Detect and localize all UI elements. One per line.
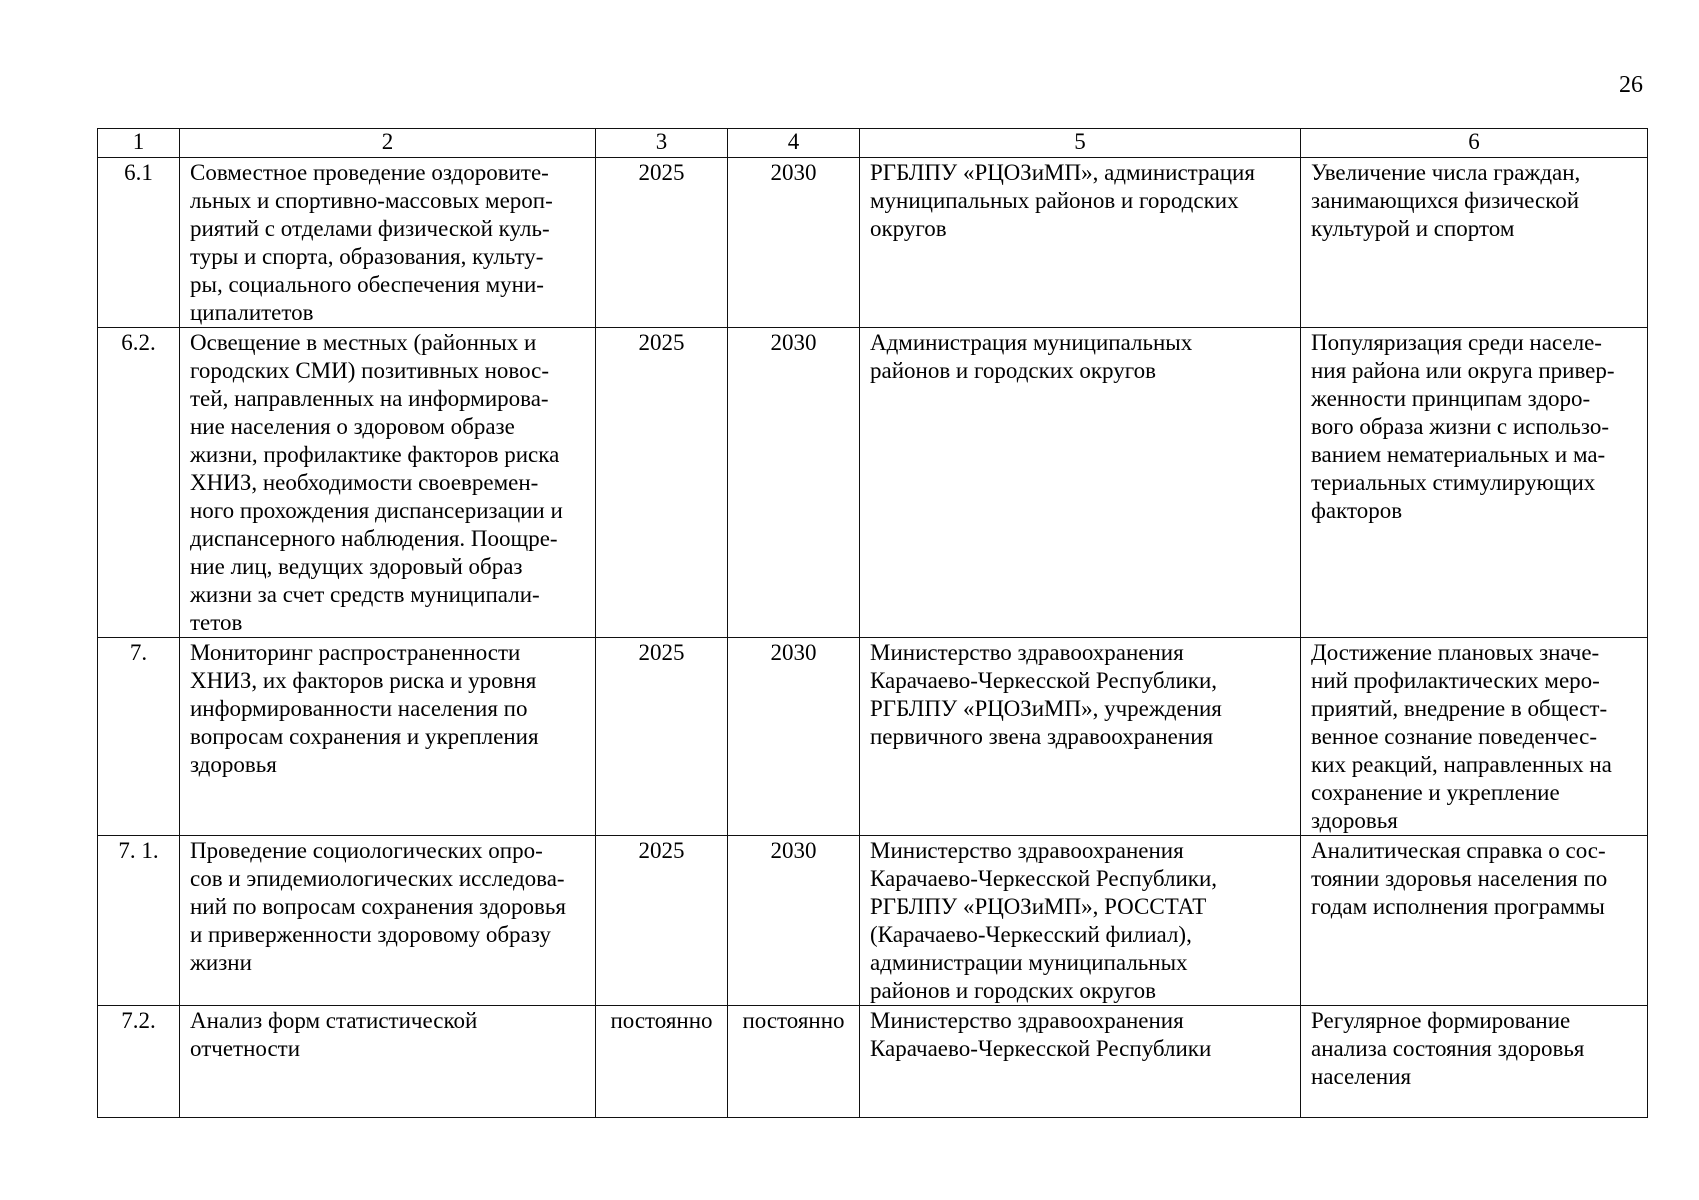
start-year-cell: 2025 xyxy=(596,328,728,638)
end-year-cell: 2030 xyxy=(728,158,860,328)
executor-cell: Министерство здравоохранения Карачаево-Черкесской Республики xyxy=(860,1006,1301,1118)
result-cell: Регулярное формирование анализа состояния здоровья населения xyxy=(1301,1006,1648,1118)
col-header-3: 3 xyxy=(596,129,728,158)
executor-cell: Министерство здравоохранения Карачаево-Черкесской Республики, РГБЛПУ «РЦОЗиМП», РОССТАТ (Карачаево-Черкесский филиал), администрации муниципальных районов и городских округов xyxy=(860,836,1301,1006)
start-year-cell: постоянно xyxy=(596,1006,728,1118)
table-row xyxy=(98,1006,1648,1118)
result-cell: Достижение плановых значе- ний профилактических меро- приятий, внедрение в общест- венное сознание поведенчес- ких реакций, направленных на сохранение и укрепление здоровья xyxy=(1301,638,1648,836)
col-header-4: 4 xyxy=(728,129,860,158)
table-row xyxy=(98,158,1648,328)
col-header-6: 6 xyxy=(1301,129,1648,158)
result-cell: Популяризация среди населе- ния района или округа привер- женности принципам здоро- вого образа жизни с использо- ванием нематериальных и ма- териальных стимулирующих факторов xyxy=(1301,328,1648,638)
end-year-cell: 2030 xyxy=(728,328,860,638)
measure-cell: Проведение социологических опро- сов и эпидемиологических исследова- ний по вопросам сохранения здоровья и приверженности здоровому образу жизни xyxy=(180,836,596,1006)
row-number: 6.2. xyxy=(98,328,180,638)
result-cell: Аналитическая справка о сос- тоянии здоровья населения по годам исполнения программы xyxy=(1301,836,1648,1006)
header-row xyxy=(98,129,1648,158)
col-header-5: 5 xyxy=(860,129,1301,158)
page-number: 26 xyxy=(1619,72,1643,98)
end-year-cell: 2030 xyxy=(728,836,860,1006)
measure-cell: Анализ форм статистической отчетности xyxy=(180,1006,596,1118)
row-number: 7.2. xyxy=(98,1006,180,1118)
start-year-cell: 2025 xyxy=(596,638,728,836)
end-year-cell: 2030 xyxy=(728,638,860,836)
measure-cell: Мониторинг распространенности ХНИЗ, их факторов риска и уровня информированности населения по вопросам сохранения и укрепления здоровья xyxy=(180,638,596,836)
table-row xyxy=(98,836,1648,1006)
measure-cell: Совместное проведение оздоровите- льных и спортивно-массовых мероп- риятий с отделами физической куль- туры и спорта, образования, культу- ры, социального обеспечения муни- ципалитетов xyxy=(180,158,596,328)
executor-cell: Министерство здравоохранения Карачаево-Черкесской Республики, РГБЛПУ «РЦОЗиМП», учреждения первичного звена здравоохранения xyxy=(860,638,1301,836)
row-number: 7. 1. xyxy=(98,836,180,1006)
start-year-cell: 2025 xyxy=(596,836,728,1006)
table-row xyxy=(98,638,1648,836)
col-header-2: 2 xyxy=(180,129,596,158)
executor-cell: РГБЛПУ «РЦОЗиМП», администрация муниципальных районов и городских округов xyxy=(860,158,1301,328)
end-year-cell: постоянно xyxy=(728,1006,860,1118)
row-number: 7. xyxy=(98,638,180,836)
measure-cell: Освещение в местных (районных и городских СМИ) позитивных новос- тей, направленных на информирова- ние населения о здоровом образе жизни, профилактике факторов риска ХНИЗ, необходимости своевремен- ного прохождения диспансеризации и диспансерного наблюдения. Поощре- ние лиц, ведущих здоровый образ жизни за счет средств муниципали- тетов xyxy=(180,328,596,638)
table-row xyxy=(98,328,1648,638)
col-header-1: 1 xyxy=(98,129,180,158)
executor-cell: Администрация муниципальных районов и городских округов xyxy=(860,328,1301,638)
result-cell: Увеличение числа граждан, занимающихся физической культурой и спортом xyxy=(1301,158,1648,328)
program-measures-table xyxy=(97,128,1648,1118)
row-number: 6.1 xyxy=(98,158,180,328)
start-year-cell: 2025 xyxy=(596,158,728,328)
